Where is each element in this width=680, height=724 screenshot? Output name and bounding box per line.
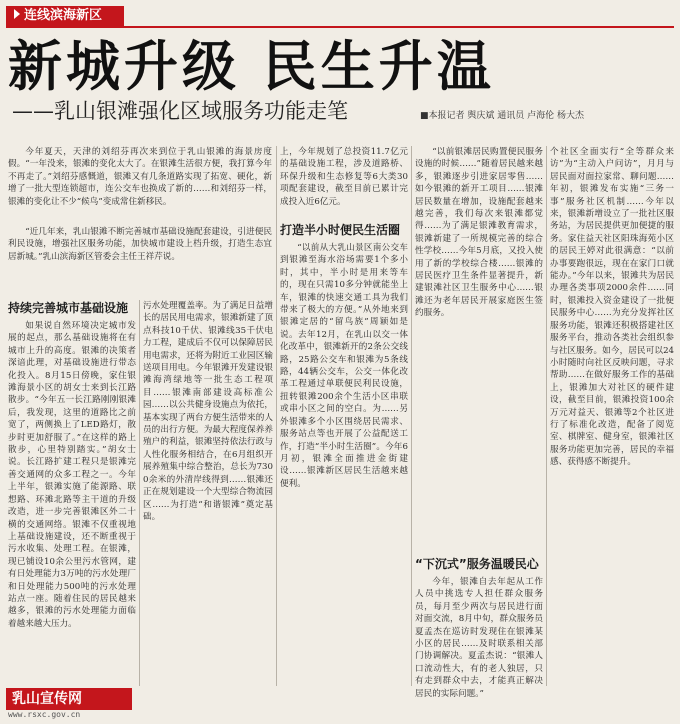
col3-text: “以前从大乳山景区南公交车到银滩至海水浴场需要1个多小时，其中，半小时是用来等车的，现在只需10多分钟就能坐上车，银滩的快速交通工具为我们带来了极大的方便。”从外地来到银滩定居的“留鸟族”周颖如是说。去年12月，在乳山以交一体化改革中，银滩新开的2条公交线路，25路公交车和银滩为5条线路，44辆公交车，公交一体化改革工程通过单联便民利民设施，扭转银滩200余个生活小区串联或串小区之间的空白。为……另外银滩多个小区围绕居民需求、服务站点等也开展了公益配送工作，打造“半小时生活圈”。今年6月初，银滩全面推进金街建设……银滩新区居民生活越来越便利。 bbox=[280, 243, 408, 489]
col4-text: 今年，银滩自去年起从工作人员中挑选专人担任群众服务员，每月至少两次与居民进行面对面交流，8月中旬，群众服务员夏孟杰在巡访时发现住在银滩某小区的居民……及时联系相关部门协调解决。夏孟杰说：“银滩人口流动性大，有的老人独居，只有走到群众中去，才能真正解决居民的实际问题。” bbox=[415, 577, 543, 699]
headline: 新城升级 民生升温 bbox=[8, 34, 495, 98]
site-logo: 乳山宣传网 bbox=[6, 688, 132, 710]
triangle-icon bbox=[14, 9, 20, 19]
column-divider bbox=[139, 300, 140, 686]
col4-text-top: “以前银滩居民购置便民服务设施的时候……”随着居民越来越多，银滩逐步引进家居零售……如今银滩的新开工项目……银滩居民数量在增加，设施配套越来越完善，我们每次来银滩都觉得……为了满足银滩教育需求，银滩新建了一所规模完善的综合性学校……今年5月底，又投入使用了新的学校综合楼……银滩的居民医疗卫生条件显著提升，新建银滩社区卫生服务中心……银滩还为老年居民开展家庭医生签约服务。 bbox=[415, 147, 543, 319]
section-banner bbox=[6, 6, 124, 26]
lead-paragraph-2: “近几年来，乳山银滩不断完善城市基础设施配套建设，引进便民利民设施，增强社区服务功能，加快城市建设上档升级，打造生态宜居新城。”乳山滨海新区管委会主任王祥芹说。 bbox=[8, 227, 272, 262]
col1-subtitle: 持续完善城市基础设施 bbox=[8, 301, 129, 315]
top-divider bbox=[6, 26, 674, 28]
col2-text: 污水处理覆盖率。为了满足日益增长的居民用电需求，银滩新建了顶点科技10千伏、银滩线35千伏电力工程，建成后不仅可以保障居民用电需求，还将为附近工业园区输送项目用电。今年银滩开发建设银滩海湾绿地等一批生态工程项目……银滩南部建设高标准公园……以公共健身设施点为依托，基本实现了两台方便生活带来的人员的出行方便。为最大程度保养养殖户的利益，银滩坚持依法行政与人性化服务相结合，在6月组织开展养殖集中综合整治，总长为7300余米的外清岸线得到……银滩还正在规划建设一个大型综合物流园区……为打造“和谐银滩”奠定基础。 bbox=[143, 301, 273, 522]
col5-text: 个社区全面实行“全等群众来访”为“主动入户问访”，月月与居民面对面拉家常、聊问题……年初，银滩发布实施“三务一事”服务社区机制……今年以来，银滩新增设立了一批社区服务站，为居民提供更加便捷的服务。家住益天社区阳珠海苑小区的居民王婷对此很满意：“以前办事要跑很远，现在在家门口就能办。”今年以来，银滩共为居民办理各类事项2000余件……同时，银滩投入资金建设了一批便民服务中心……为充分发挥社区服务功能，银滩还积极搭建社区服务平台，推动各类社会组织参与社区服务。如今，居民可以24小时随时向社区反映问题，寻求帮助……在做好服务工作的基础上，银滩加大对社区的硬件建设，截至目前，银滩投资100余万元对益天、银滩等2个社区进行了标准化改造，配备了阅览室、棋牌室、健身室，银滩社区服务功能更加完善，居民的幸福感、获得感不断提升。 bbox=[550, 147, 674, 468]
byline: ■本报记者 舆庆斌 通讯员 卢海伦 杨大杰 bbox=[420, 111, 584, 121]
col4-subtitle: “下沉式”服务温暖民心 bbox=[415, 557, 539, 571]
banner-label: 连线滨海新区 bbox=[24, 8, 103, 23]
column-divider bbox=[411, 146, 412, 686]
col3-text-top: 上，今年规划了总投资11.7亿元的基础设施工程，涉及道路桥、环保升级和生态修复等6大类30项配套建设，截至目前已累计完成投入近6亿元。 bbox=[280, 147, 408, 207]
lead-paragraph-1: 今年夏天，天津的刘绍芬再次来到位于乳山银滩的海景房度假。“一年没来，银滩的变化太大了。在银滩生活很方便，我打算今年不再走了。”刘绍芬感慨道，银滩又有几条道路实现了拓宽、硬化，新增了一批大型连锁超市，连公交车也换成了新的……和刘绍芬一样，银滩的变化让不少“候鸟”变成常住新移民。 bbox=[8, 147, 272, 207]
col3-subtitle: 打造半小时便民生活圈 bbox=[280, 223, 401, 237]
site-url: www.rsxc.gov.cn bbox=[8, 710, 81, 719]
subheadline: ——乳山银滩强化区域服务功能走笔 bbox=[12, 99, 348, 123]
column-divider bbox=[276, 146, 277, 686]
column-divider bbox=[546, 146, 547, 686]
col1-text: 如果说自然环境决定城市发展的起点，那么基础设施将在有城市上升的高度。银滩的决策者深谙此理，对基础设施进行带态化投入。8月15日傍晚，家住银滩海景小区的胡女士来到长江路散步。“今年五一长江路刚刚银滩后，我发现，这里的道路比之前宽了，两侧换上了LED路灯，散步时更加舒服了。”在这样的路上散步，心里特别踏实。”胡女士说。长江路扩建工程只是银滩完善交通网的众多工程之一。今年上半年，银滩实施了能源路、联想路、环滩北路等主干道的升级改造，进一步完善银滩区外二十横的交通网络。银滩不仅重视地上基础设施建设，还不断重视于污水收集、处理工程。在银滩，现已铺设10余公里污水管网，建有日处理能力3万吨的污水处理厂和日处理能力500吨的污水处理站点一座。随着住民的居民越来越多，银滩的污水处理能力面临着越来越大压力。 bbox=[8, 321, 136, 629]
